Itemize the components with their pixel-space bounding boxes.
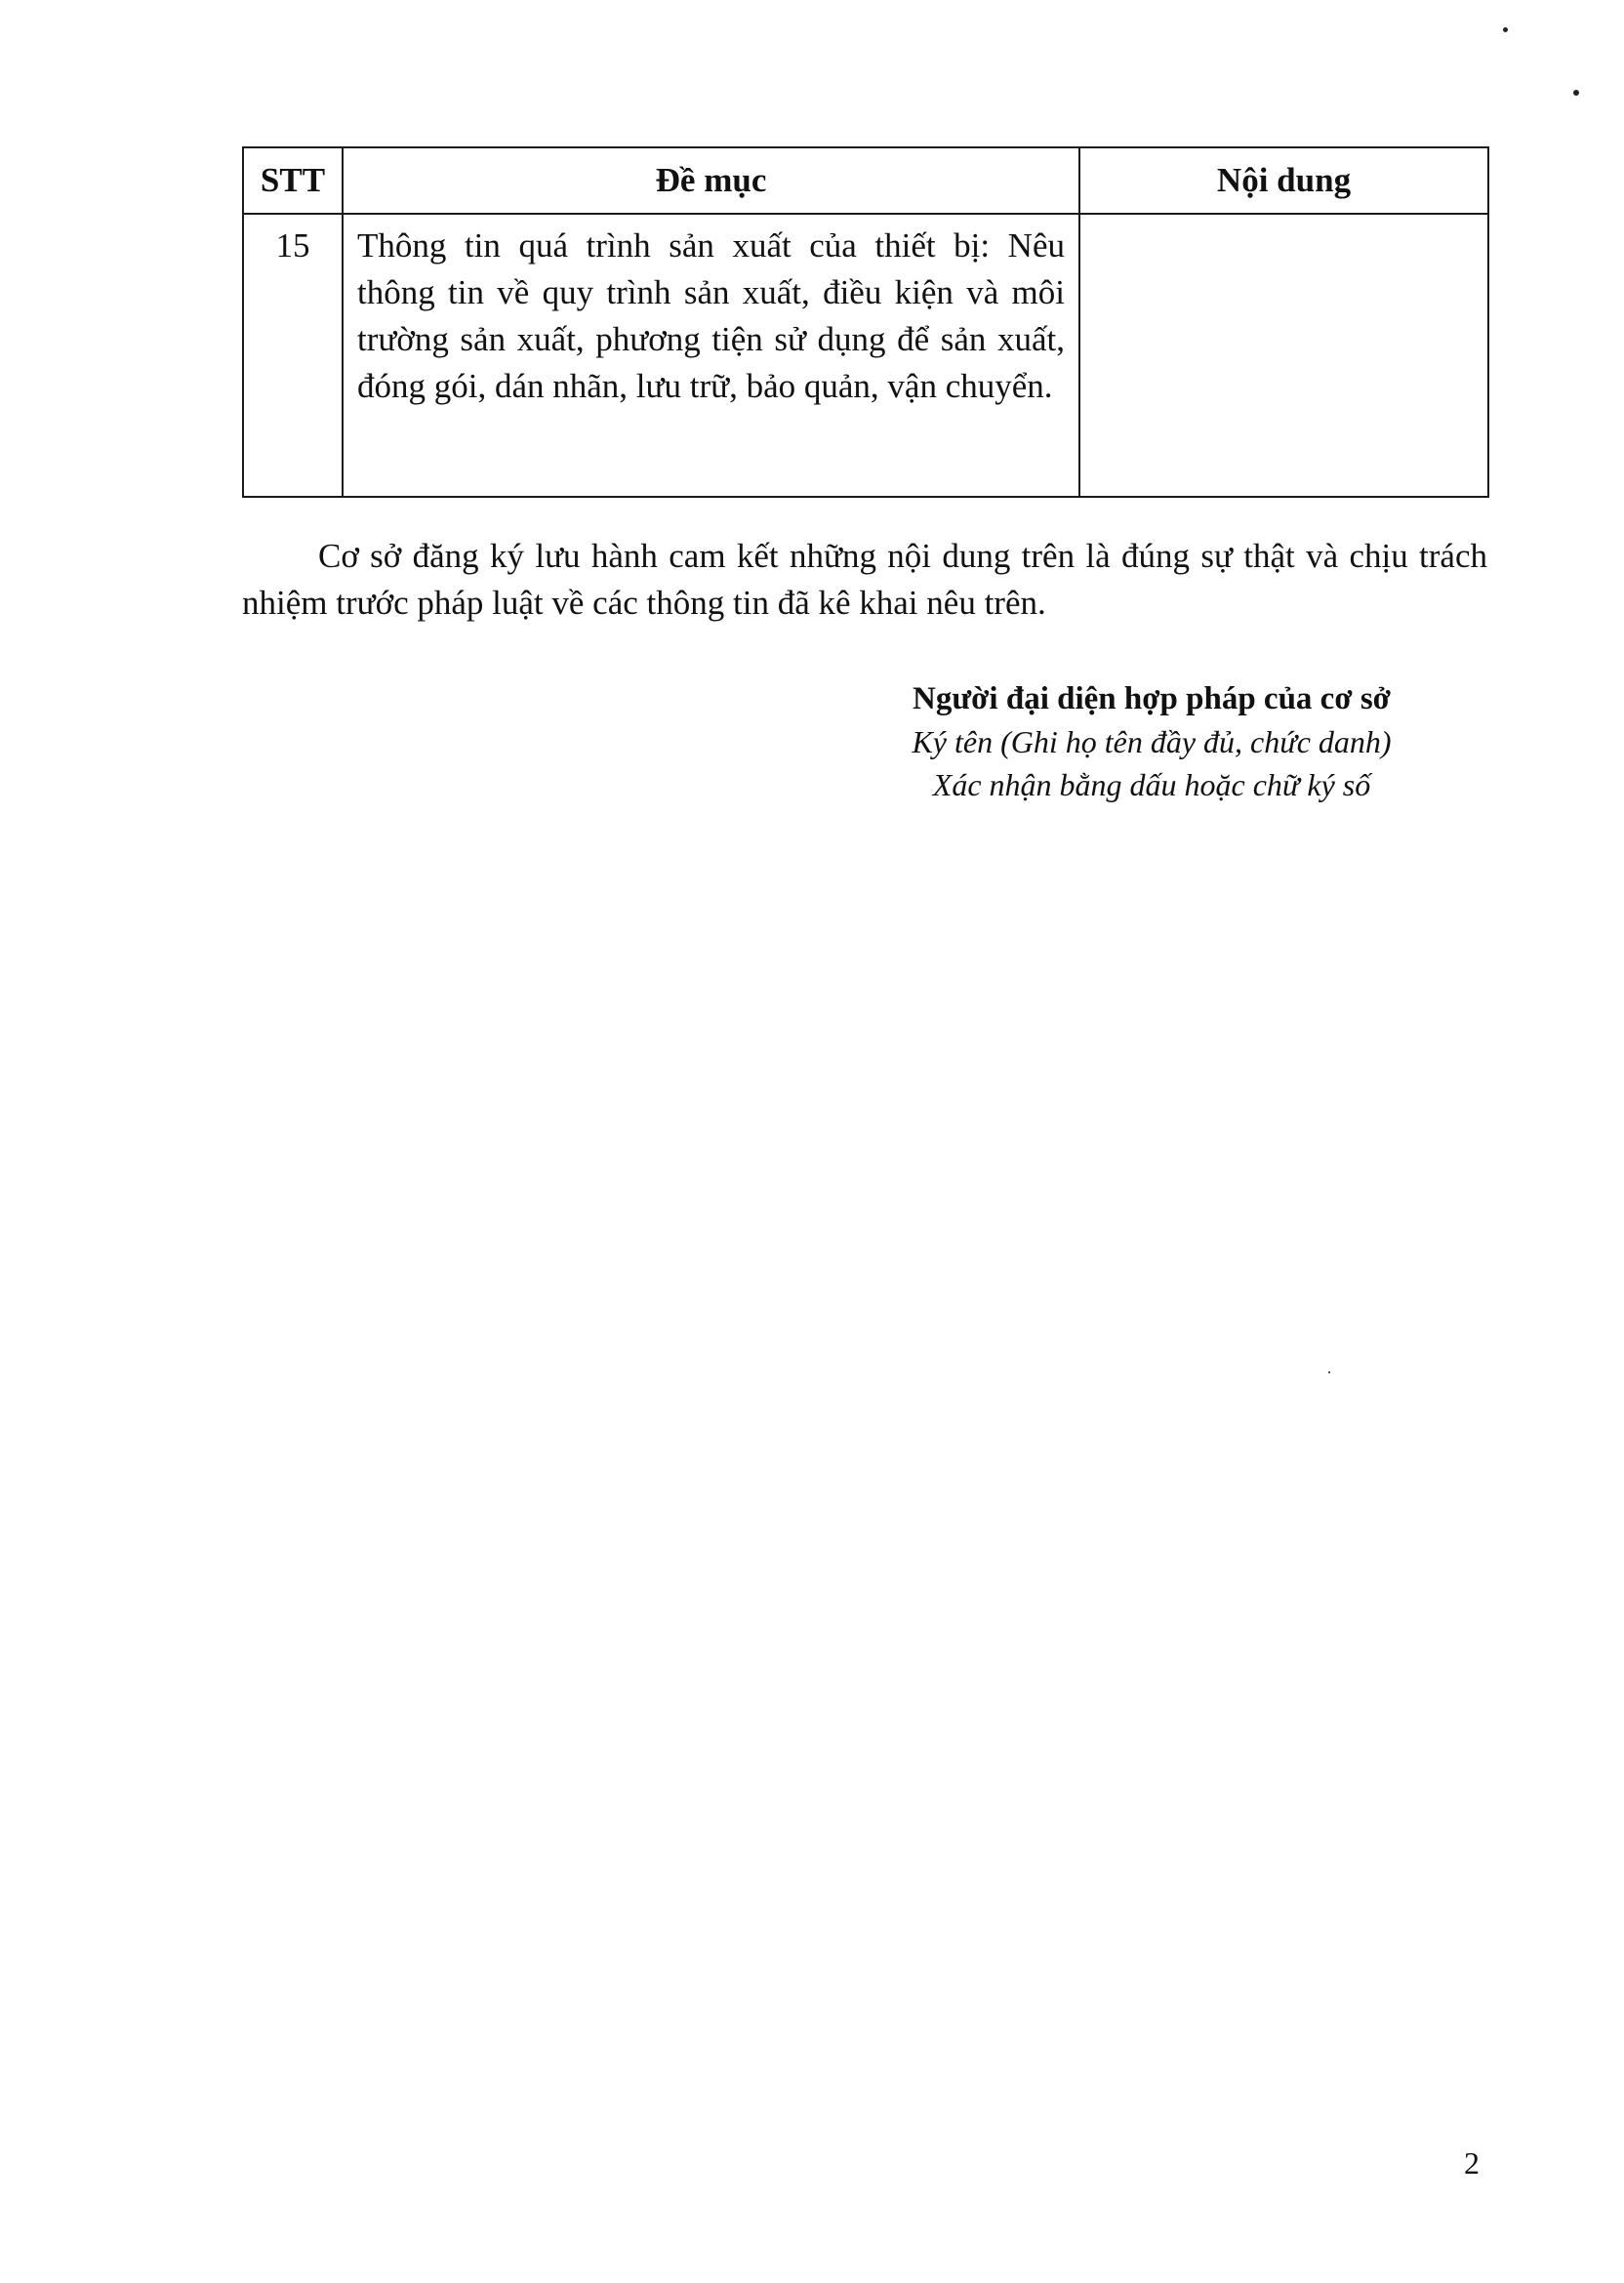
signature-title: Người đại diện hợp pháp của cơ sở — [913, 681, 1391, 716]
header-item: Đề mục — [343, 147, 1079, 214]
table-header-row — [243, 147, 1488, 214]
page-number: 2 — [1464, 2145, 1480, 2181]
row-stt: 15 — [243, 214, 343, 497]
signature-instruction: Ký tên (Ghi họ tên đầy đủ, chức danh) — [912, 724, 1392, 759]
header-content: Nội dung — [1079, 147, 1488, 214]
registration-info-table — [242, 146, 1489, 498]
scan-speck — [1503, 27, 1508, 32]
commitment-statement: Cơ sở đăng ký lưu hành cam kết những nội dung trên là đúng sự thật và chịu trách nhiệm trước pháp luật về các thông tin đã kê khai nêu trên. — [242, 537, 1487, 622]
signature-confirmation: Xác nhận bằng dấu hoặc chữ ký số — [932, 767, 1371, 802]
signature-block — [810, 677, 1493, 806]
scan-speck — [1573, 90, 1579, 96]
row-item: Thông tin quá trình sản xuất của thiết bị: Nêu thông tin về quy trình sản xuất, điều kiện và môi trường sản xuất, phương tiện sử dụng để sản xuất, đóng gói, dán nhãn, lưu trữ, bảo quản, vận chuyển. — [343, 214, 1079, 497]
table-row — [243, 214, 1488, 497]
header-stt: STT — [243, 147, 343, 214]
scan-speck — [1328, 1371, 1330, 1373]
row-content — [1079, 214, 1488, 497]
